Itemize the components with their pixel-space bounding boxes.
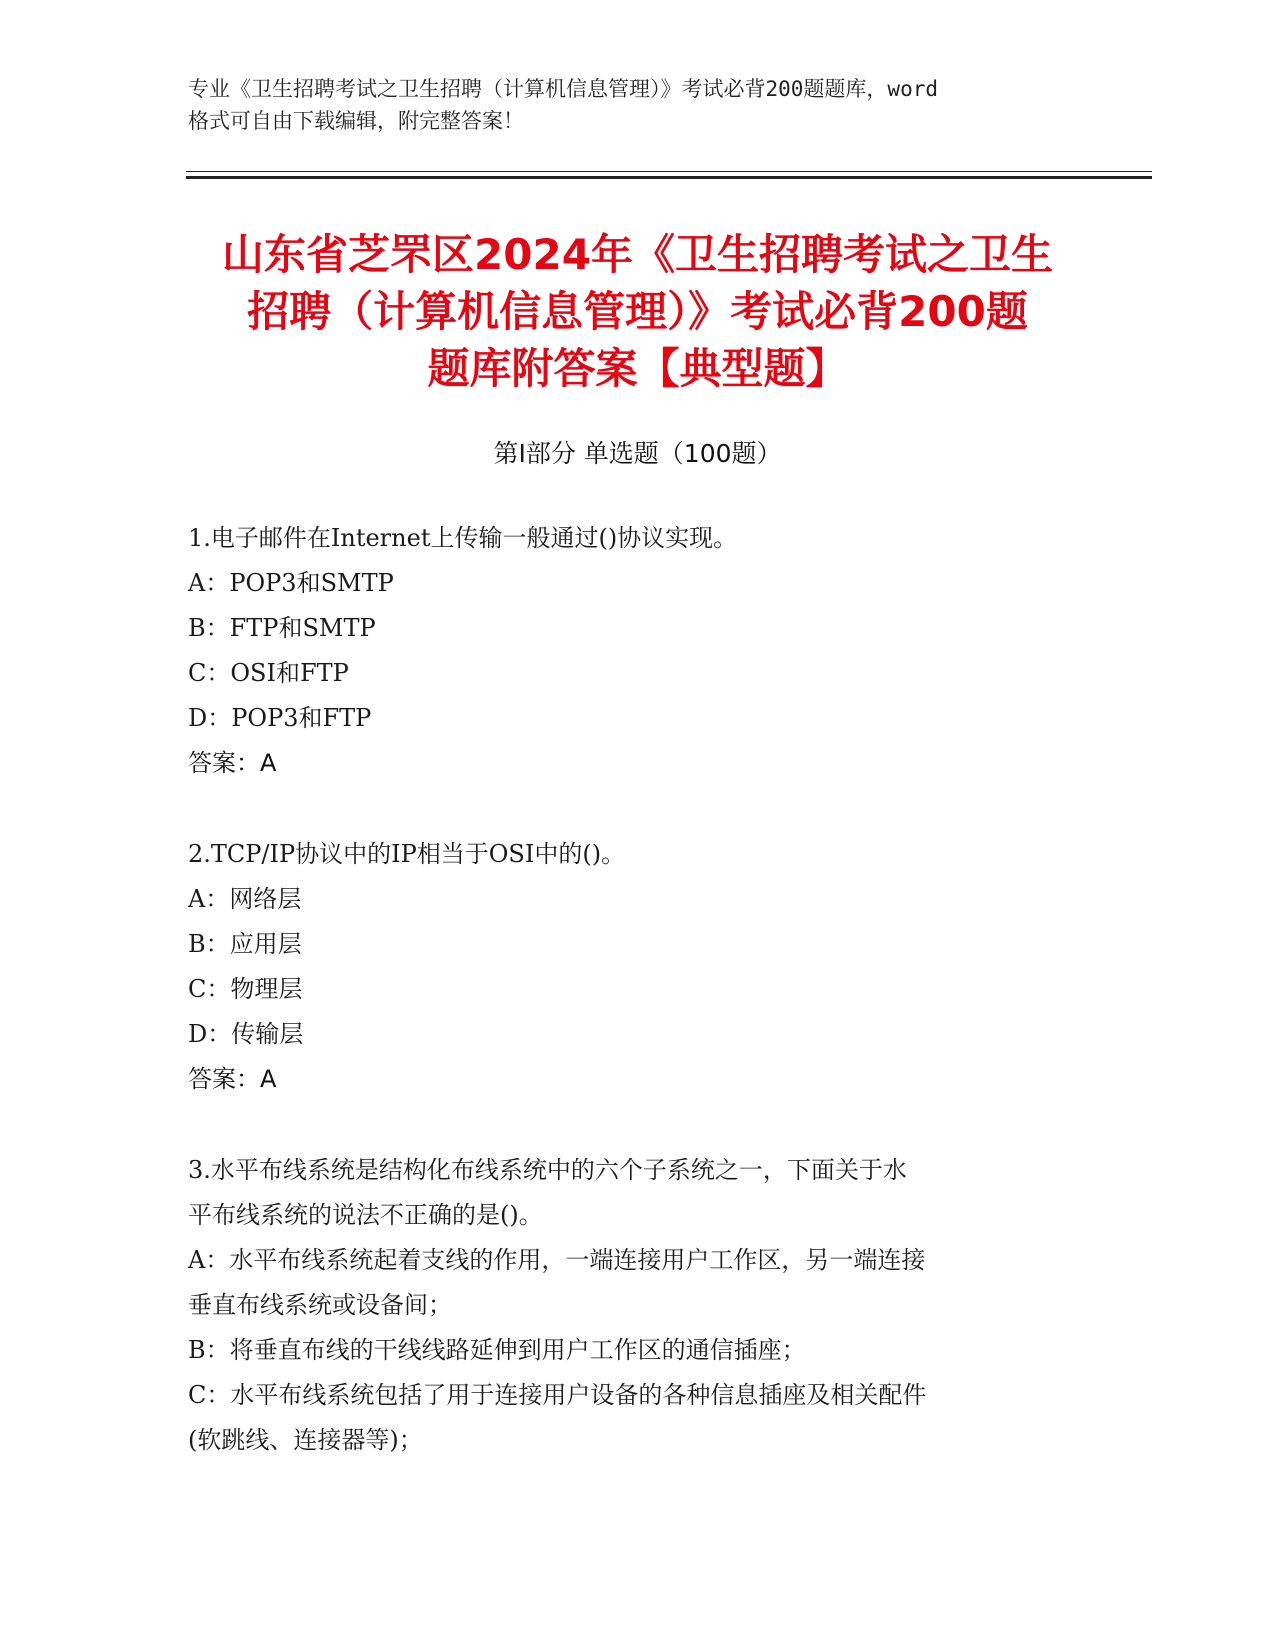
option-b: B：FTP和SMTP — [188, 614, 376, 642]
option-a-line-1: A：水平布线系统起着支线的作用，一端连接用户工作区，另一端连接 — [188, 1246, 926, 1274]
option-a-line-2: 垂直布线系统或设备间； — [188, 1291, 452, 1319]
option-c: C：物理层 — [188, 975, 303, 1003]
header-divider-thick — [186, 176, 1152, 179]
option-d: D：POP3和FTP — [188, 704, 372, 732]
header-divider-thin — [186, 171, 1152, 172]
question-2 — [188, 832, 1088, 1102]
answer: 答案：A — [188, 749, 277, 777]
question-stem: 1.电子邮件在Internet上传输一般通过()协议实现。 — [188, 524, 738, 552]
option-a: A：POP3和SMTP — [188, 569, 394, 597]
option-b: B：将垂直布线的干线线路延伸到用户工作区的通信插座； — [188, 1336, 806, 1364]
question-1 — [188, 516, 1088, 786]
option-b: B：应用层 — [188, 930, 302, 958]
option-c-line-2: (软跳线、连接器等)； — [188, 1426, 423, 1454]
question-stem-line-1: 3.水平布线系统是结构化布线系统中的六个子系统之一，下面关于水 — [188, 1156, 907, 1184]
document-title — [150, 226, 1125, 397]
header-note-line-1: 专业《卫生招聘考试之卫生招聘（计算机信息管理）》考试必背200题题库，word — [188, 77, 938, 101]
option-c-line-1: C：水平布线系统包括了用于连接用户设备的各种信息插座及相关配件 — [188, 1381, 927, 1409]
header-note-line-2: 格式可自由下载编辑，附完整答案！ — [188, 109, 524, 133]
title-line-2: 招聘（计算机信息管理）》考试必背200题 — [247, 287, 1028, 336]
question-stem: 2.TCP/IP协议中的IP相当于OSI中的()。 — [188, 840, 626, 868]
document-header-note — [188, 73, 1088, 137]
question-stem-line-2: 平布线系统的说法不正确的是()。 — [188, 1201, 543, 1229]
question-3 — [188, 1148, 1088, 1463]
option-c: C：OSI和FTP — [188, 659, 349, 687]
option-d: D：传输层 — [188, 1020, 304, 1048]
title-line-3: 题库附答案【典型题】 — [427, 344, 848, 393]
answer: 答案：A — [188, 1065, 277, 1093]
section-heading: 第Ⅰ部分 单选题（100题） — [493, 439, 782, 468]
title-line-1: 山东省芝罘区2024年《卫生招聘考试之卫生 — [222, 230, 1053, 279]
option-a: A：网络层 — [188, 885, 302, 913]
